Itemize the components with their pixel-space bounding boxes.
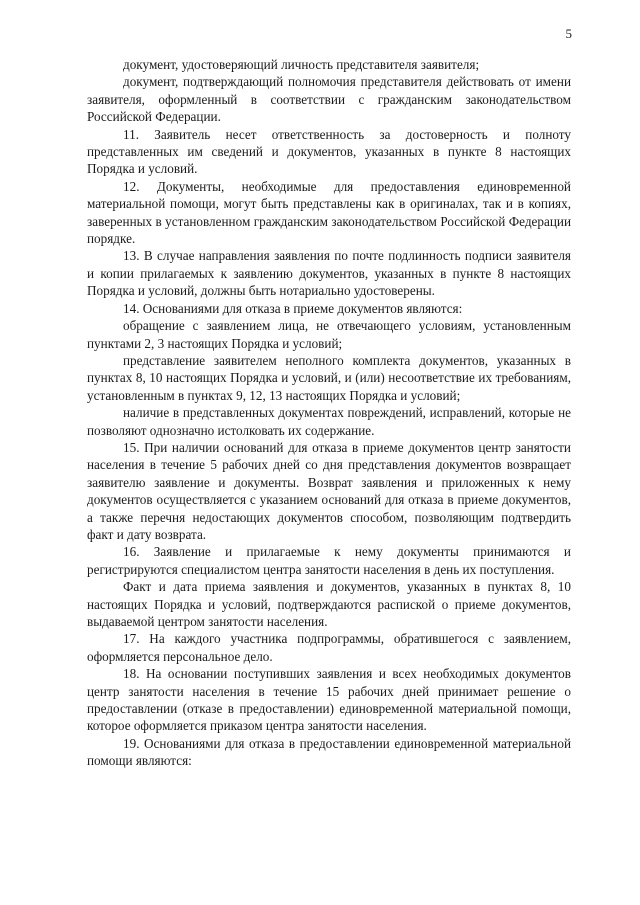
paragraph: 12. Документы, необходимые для предоставления единовременной материальной помощи, могут быть представлены как в оригиналах, так и в копиях, заверенных в установленном гражданским законодательством Российской Федерации порядке. xyxy=(87,178,571,247)
paragraph: обращение с заявлением лица, не отвечающего условиям, установленным пунктами 2, 3 настоящих Порядка и условий; xyxy=(87,318,571,351)
paragraph: документ, подтверждающий полномочия представителя действовать от имени заявителя, оформленный в соответствии с гражданским законодательством Российской Федерации. xyxy=(87,74,571,125)
document-body xyxy=(87,56,571,770)
paragraph: 11. Заявитель несет ответственность за достоверность и полноту представленных им сведений и документов, указанных в пункте 8 настоящих Порядка и условий. xyxy=(87,126,571,177)
page-number: 5 xyxy=(565,26,572,41)
paragraph: документ, удостоверяющий личность представителя заявителя; xyxy=(123,57,480,72)
paragraph: 18. На основании поступивших заявления и всех необходимых документов центр занятости населения в течение 15 рабочих дней принимает решение о предоставлении (отказе в предоставлении) единовременной материальной помощи, которое оформляется приказом центра занятости населения. xyxy=(87,666,571,734)
paragraph: 15. При наличии оснований для отказа в приеме документов центр занятости населения в течение 5 рабочих дней со дня представления документов возвращает заявителю заявление и документы. Возврат заявления и приложенных к нему документов осуществляется с указанием оснований для отказа в приеме документов, а также перечня недостающих документов способом, позволяющим подтвердить факт и дату возврата. xyxy=(87,439,571,542)
paragraph: Факт и дата приема заявления и документов, указанных в пунктах 8, 10 настоящих Порядка и условий, подтверждаются распиской о приеме документов, выдаваемой центром занятости населения. xyxy=(87,579,571,629)
paragraph: наличие в представленных документах повреждений, исправлений, которые не позволяют однозначно истолковать их содержание. xyxy=(87,405,571,438)
paragraph: представление заявителем неполного комплекта документов, указанных в пунктах 8, 10 настоящих Порядка и условий, и (или) несоответствие их требованиям, установленным в пунктах 9, 12, 13 настоящих Порядка и условий; xyxy=(87,352,571,403)
paragraph: 13. В случае направления заявления по почте подлинность подписи заявителя и копии прилагаемых к заявлению документов, указанных в пункте 8 настоящих Порядка и условий, должны быть нотариально удостоверены. xyxy=(87,248,571,299)
paragraph: 17. На каждого участника подпрограммы, обратившегося с заявлением, оформляется персональное дело. xyxy=(87,631,571,664)
paragraph: 19. Основаниями для отказа в предоставлении единовременной материальной помощи являются: xyxy=(87,735,571,769)
paragraph: 14. Основаниями для отказа в приеме документов являются: xyxy=(123,300,463,316)
paragraph: 16. Заявление и прилагаемые к нему документы принимаются и регистрируются специалистом центра занятости населения в день их поступления. xyxy=(87,544,571,577)
